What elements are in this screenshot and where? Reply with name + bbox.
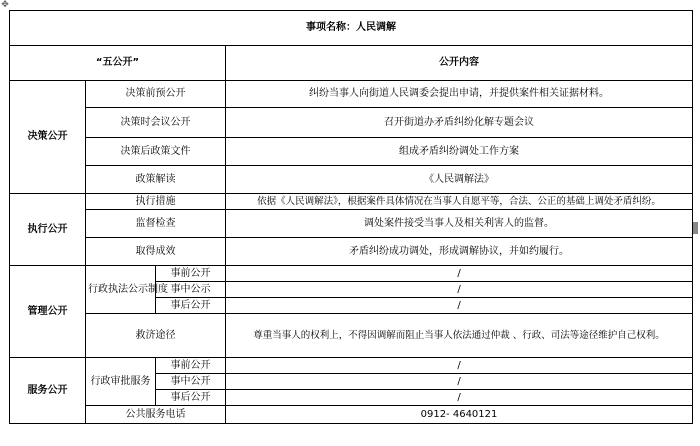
table-row — [10, 358, 693, 374]
content-header: 公开内容 — [226, 46, 693, 81]
content-cell: 尊重当事人的权利上，不得因调解而阻止当事人依法通过仲裁 、行政、司法等途径维护自己权利。 — [226, 314, 693, 358]
item-cell: 政策解读 — [86, 166, 226, 194]
table-row — [10, 406, 693, 424]
item-cell: 监督检查 — [86, 210, 226, 238]
item-cell: 取得成效 — [86, 238, 226, 266]
group-label: 行政审批服务 — [86, 358, 156, 406]
item-cell: 公共服务电话 — [86, 406, 226, 424]
item-cell: 决策前预公开 — [86, 81, 226, 108]
content-cell: / — [226, 266, 693, 282]
table-row — [10, 238, 693, 266]
content-cell: 依据《人民调解法》，根据案件具体情况在当事人自愿平等，合法、公正的基础上调处矛盾纠纷。 — [226, 194, 693, 210]
table-row — [10, 11, 693, 46]
category-decision: 决策公开 — [10, 81, 86, 194]
item-cell: 救济途径 — [86, 314, 226, 358]
table-row — [10, 266, 693, 282]
move-handle-icon[interactable]: ✥ — [1, 0, 9, 10]
item-cell: 事后公开 — [156, 390, 226, 406]
content-cell: 调处案件接受当事人及相关利害人的监督。 — [226, 210, 693, 238]
table-row — [10, 210, 693, 238]
category-execution: 执行公开 — [10, 194, 86, 266]
category-service: 服务公开 — [10, 358, 86, 424]
group-label: 行政执法公示制度 — [86, 266, 156, 314]
item-cell: 事后公开 — [156, 298, 226, 314]
item-cell: 事前公开 — [156, 358, 226, 374]
content-cell: / — [226, 374, 693, 390]
table-row — [10, 194, 693, 210]
table-row — [10, 138, 693, 166]
item-cell: 事中公示 — [156, 282, 226, 298]
table-row — [10, 108, 693, 138]
item-cell: 执行措施 — [86, 194, 226, 210]
item-title: 事项名称：人民调解 — [10, 11, 693, 46]
five-open-header: “五公开” — [10, 46, 226, 81]
content-cell: 0912- 4640121 — [226, 406, 693, 424]
content-cell: 纠纷当事人向街道人民调委会提出申请，并提供案件相关证据材料。 — [226, 81, 693, 108]
content-cell: / — [226, 298, 693, 314]
disclosure-table — [9, 10, 693, 424]
content-cell: / — [226, 390, 693, 406]
item-cell: 事前公开 — [156, 266, 226, 282]
table-row — [10, 166, 693, 194]
content-cell: 组成矛盾纠纷调处工作方案 — [226, 138, 693, 166]
table-row — [10, 314, 693, 358]
content-cell: 召开街道办矛盾纠纷化解专题会议 — [226, 108, 693, 138]
content-cell: / — [226, 358, 693, 374]
item-cell: 决策后政策文件 — [86, 138, 226, 166]
content-cell: / — [226, 282, 693, 298]
content-cell: 《人民调解法》 — [226, 166, 693, 194]
table-row — [10, 81, 693, 108]
content-cell: 矛盾纠纷成功调处，形成调解协议，并如约履行。 — [226, 238, 693, 266]
table-row — [10, 46, 693, 81]
category-management: 管理公开 — [10, 266, 86, 358]
item-cell: 决策时会议公开 — [86, 108, 226, 138]
item-cell: 事中公开 — [156, 374, 226, 390]
